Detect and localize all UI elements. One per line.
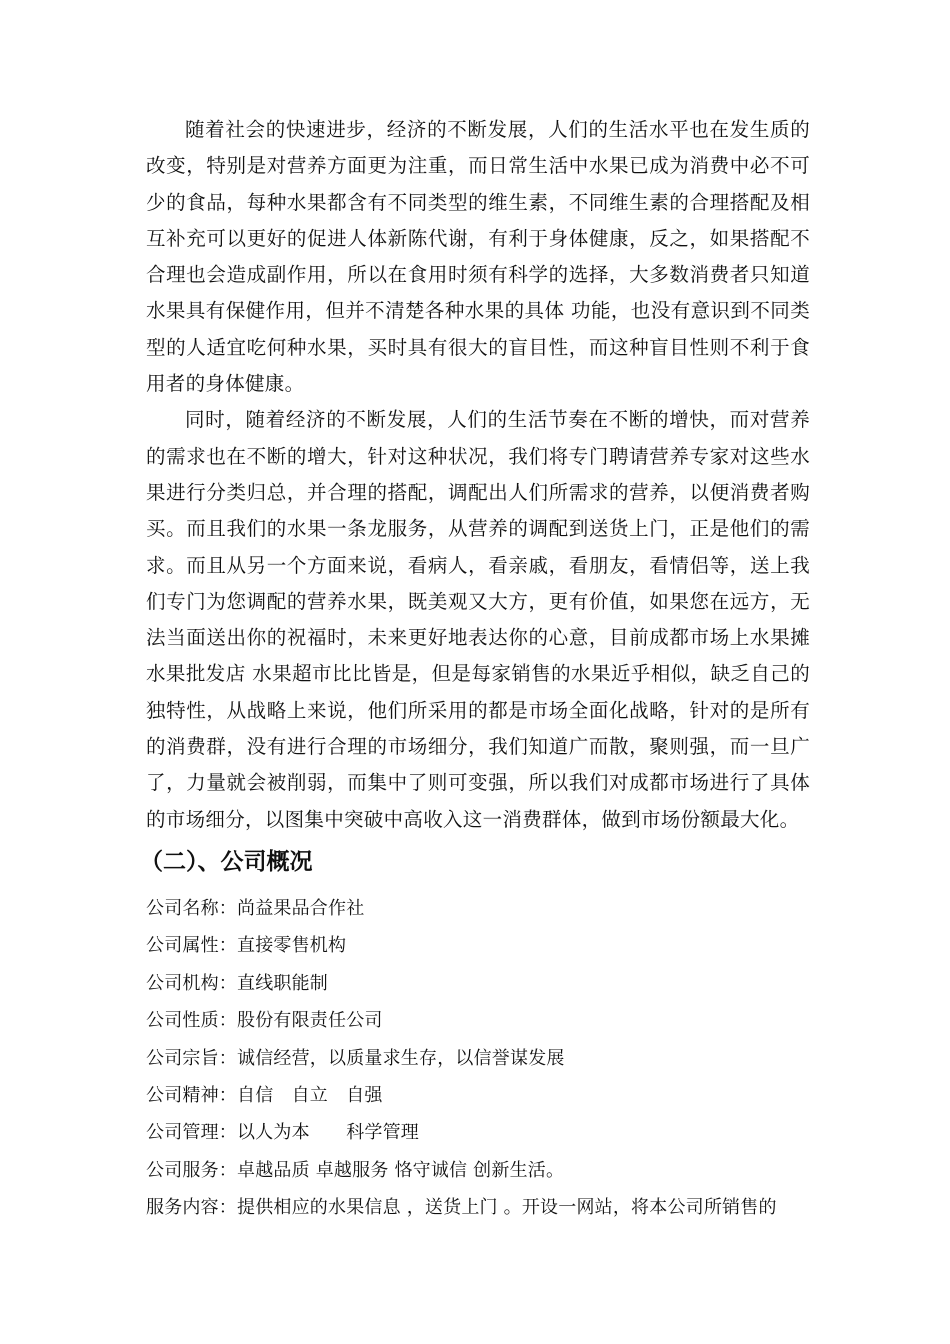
info-row-company-attribute [146, 927, 810, 964]
info-label: 服务内容： [146, 1197, 237, 1219]
info-label: 公司管理： [146, 1122, 237, 1144]
info-value: 卓越品质 卓越服务 恪守诚信 创新生活。 [237, 1159, 565, 1181]
info-label: 公司性质： [146, 1010, 237, 1032]
info-row-company-service [146, 1152, 810, 1189]
info-label: 公司服务： [146, 1159, 237, 1181]
info-value: 直接零售机构 [237, 935, 347, 957]
info-row-company-nature [146, 1002, 810, 1039]
info-label: 公司宗旨： [146, 1047, 237, 1069]
info-value: 诚信经营，以质量求生存，以信誉谋发展 [237, 1047, 565, 1069]
info-label: 公司属性： [146, 935, 237, 957]
info-value: 自信 自立 自强 [237, 1084, 383, 1106]
section-heading: （二）、公司概况 [140, 847, 313, 875]
info-row-company-purpose [146, 1040, 810, 1077]
intro-paragraph: 随着社会的快速进步，经济的不断发展，人们的生活水平也在发生质的改变，特别是对营养方面更为注重，而日常生活中水果已成为消费中必不可少的食品，每种水果都含有不同类型的维生素，不同维生素的合理搭配及相互补充可以更好的促进人体新陈代谢，有利于身体健康，反之，如果搭配不合理也会造成副作用，所以在食用时须有科学的选择，大多数消费者只知道水果具有保健作用，但并不清楚各种水果的具体 功能，也没有意识到不同类型的人适宜吃何种水果，买时具有很大的盲目性，而这种盲目性则不利于食用者的身体健康。 [146, 118, 810, 396]
info-label: 公司名称： [146, 897, 237, 919]
info-label: 公司精神： [146, 1084, 237, 1106]
info-row-company-name [146, 890, 810, 927]
info-value: 股份有限责任公司 [237, 1010, 383, 1032]
info-row-company-structure [146, 965, 810, 1002]
info-value: 直线职能制 [237, 972, 328, 994]
company-info-list [146, 890, 810, 1227]
info-row-company-spirit [146, 1077, 810, 1114]
info-row-company-management [146, 1114, 810, 1151]
document-page [140, 112, 810, 1226]
info-value: 提供相应的水果信息 ，送货上门 。开设一网站，将本公司所销售的 [237, 1197, 777, 1219]
market-paragraph: 同时，随着经济的不断发展，人们的生活节奏在不断的增快，而对营养的需求也在不断的增大，针对这种状况，我们将专门聘请营养专家对这些水果进行分类归总，并合理的搭配，调配出人们所需求的营养，以便消费者购买。而且我们的水果一条龙服务，从营养的调配到送货上门，正是他们的需求。而且从另一个方面来说，看病人，看亲戚，看朋友，看情侣等，送上我们专门为您调配的营养水果，既美观又大方，更有价值，如果您在远方，无法当面送出你的祝福时，未来更好地表达你的心意，目前成都市场上水果摊 水果批发店 水果超市比比皆是，但是每家销售的水果近乎相似，缺乏自己的独特性，从战略上来说，他们所采用的都是市场全面化战略，针对的是所有的消费群，没有进行合理的市场细分，我们知道广而散，聚则强，而一旦广了，力量就会被削弱，而集中了则可变强，所以我们对成都市场进行了具体的市场细分，以图集中突破中高收入这一消费群体，做到市场份额最大化。 [146, 408, 810, 831]
info-value: 以人为本 科学管理 [237, 1122, 419, 1144]
info-label: 公司机构： [146, 972, 237, 994]
info-value: 尚益果品合作社 [237, 897, 365, 919]
info-row-service-content [146, 1189, 810, 1226]
